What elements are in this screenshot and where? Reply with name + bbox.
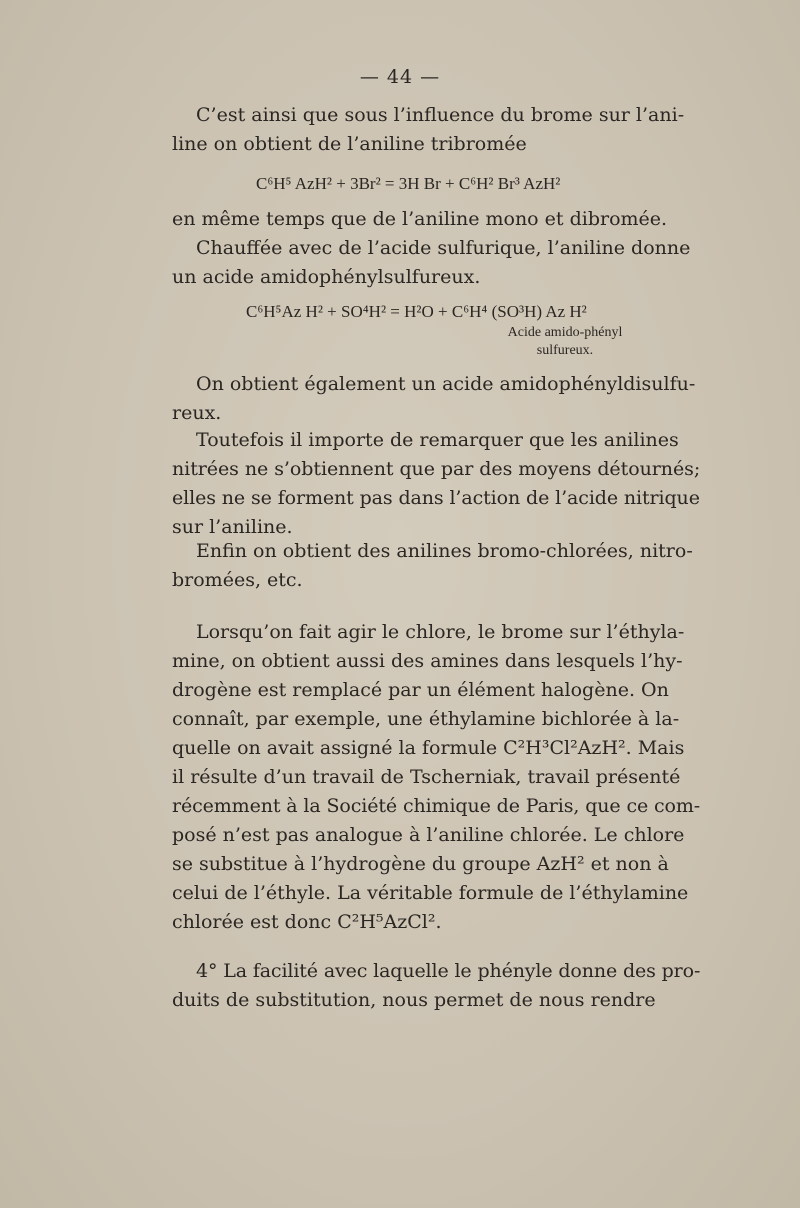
paragraph-4	[172, 370, 700, 428]
paragraph-8	[172, 957, 700, 1015]
paragraph-2	[172, 205, 700, 234]
text-line: 4° La facilité avec laquelle le phényle donne des pro-	[196, 960, 701, 982]
text-line: duits de substitution, nous permet de nous rendre	[172, 989, 656, 1011]
equation-sulfonation: C⁶H⁵Az H² + SO⁴H² = H²O + C⁶H⁴ (SO³H) Az H²	[246, 302, 587, 321]
text-line: Chauffée avec de l’acide sulfurique, l’aniline donne	[196, 237, 691, 259]
paragraph-3	[172, 234, 700, 292]
equation-caption	[490, 324, 640, 360]
text-line: line on obtient de l’aniline tribromée	[172, 133, 527, 155]
page-number: — 44 —	[359, 66, 441, 88]
text-line: reux.	[172, 402, 222, 424]
text-line: un acide amidophénylsulfureux.	[172, 266, 481, 288]
text-line: sur l’aniline.	[172, 516, 293, 538]
text-line: bromées, etc.	[172, 569, 303, 591]
paragraph-6	[172, 537, 700, 595]
text-line: quelle on avait assigné la formule C²H³Cl²AzH². Mais	[172, 737, 685, 759]
equation-tribromination: C⁶H⁵ AzH² + 3Br² = 3H Br + C⁶H² Br³ AzH²	[256, 174, 561, 193]
caption-line: Acide amido-phényl	[507, 325, 623, 340]
text-line: Toutefois il importe de remarquer que les anilines	[196, 429, 679, 451]
text-line: C’est ainsi que sous l’influence du brome sur l’ani-	[196, 104, 685, 126]
text-line: récemment à la Société chimique de Paris, que ce com-	[172, 795, 701, 817]
text-line: On obtient également un acide amidophényldisulfu-	[196, 373, 696, 395]
text-line: elles ne se forment pas dans l’action de l’acide nitrique	[172, 487, 700, 509]
text-line: connaît, par exemple, une éthylamine bichlorée à la-	[172, 708, 680, 730]
text-line: drogène est remplacé par un élément halogène. On	[172, 679, 669, 701]
text-line: celui de l’éthyle. La véritable formule de l’éthylamine	[172, 882, 689, 904]
text-line: posé n’est pas analogue à l’aniline chlorée. Le chlore	[172, 824, 685, 846]
paragraph-1	[172, 101, 700, 159]
text-line: en même temps que de l’aniline mono et dibromée.	[172, 208, 668, 230]
text-line: il résulte d’un travail de Tscherniak, travail présenté	[172, 766, 681, 788]
text-line: chlorée est donc C²H⁵AzCl².	[172, 911, 442, 933]
text-line: nitrées ne s’obtiennent que par des moyens détournés;	[172, 458, 701, 480]
paragraph-5	[172, 426, 700, 542]
caption-line: sulfureux.	[536, 343, 594, 358]
text-line: se substitue à l’hydrogène du groupe AzH² et non à	[172, 853, 669, 875]
text-line: mine, on obtient aussi des amines dans lesquels l’hy-	[172, 650, 683, 672]
text-line: Lorsqu’on fait agir le chlore, le brome sur l’éthyla-	[196, 621, 685, 643]
text-line: Enfin on obtient des anilines bromo-chlorées, nitro-	[196, 540, 693, 562]
paragraph-7	[172, 618, 700, 937]
